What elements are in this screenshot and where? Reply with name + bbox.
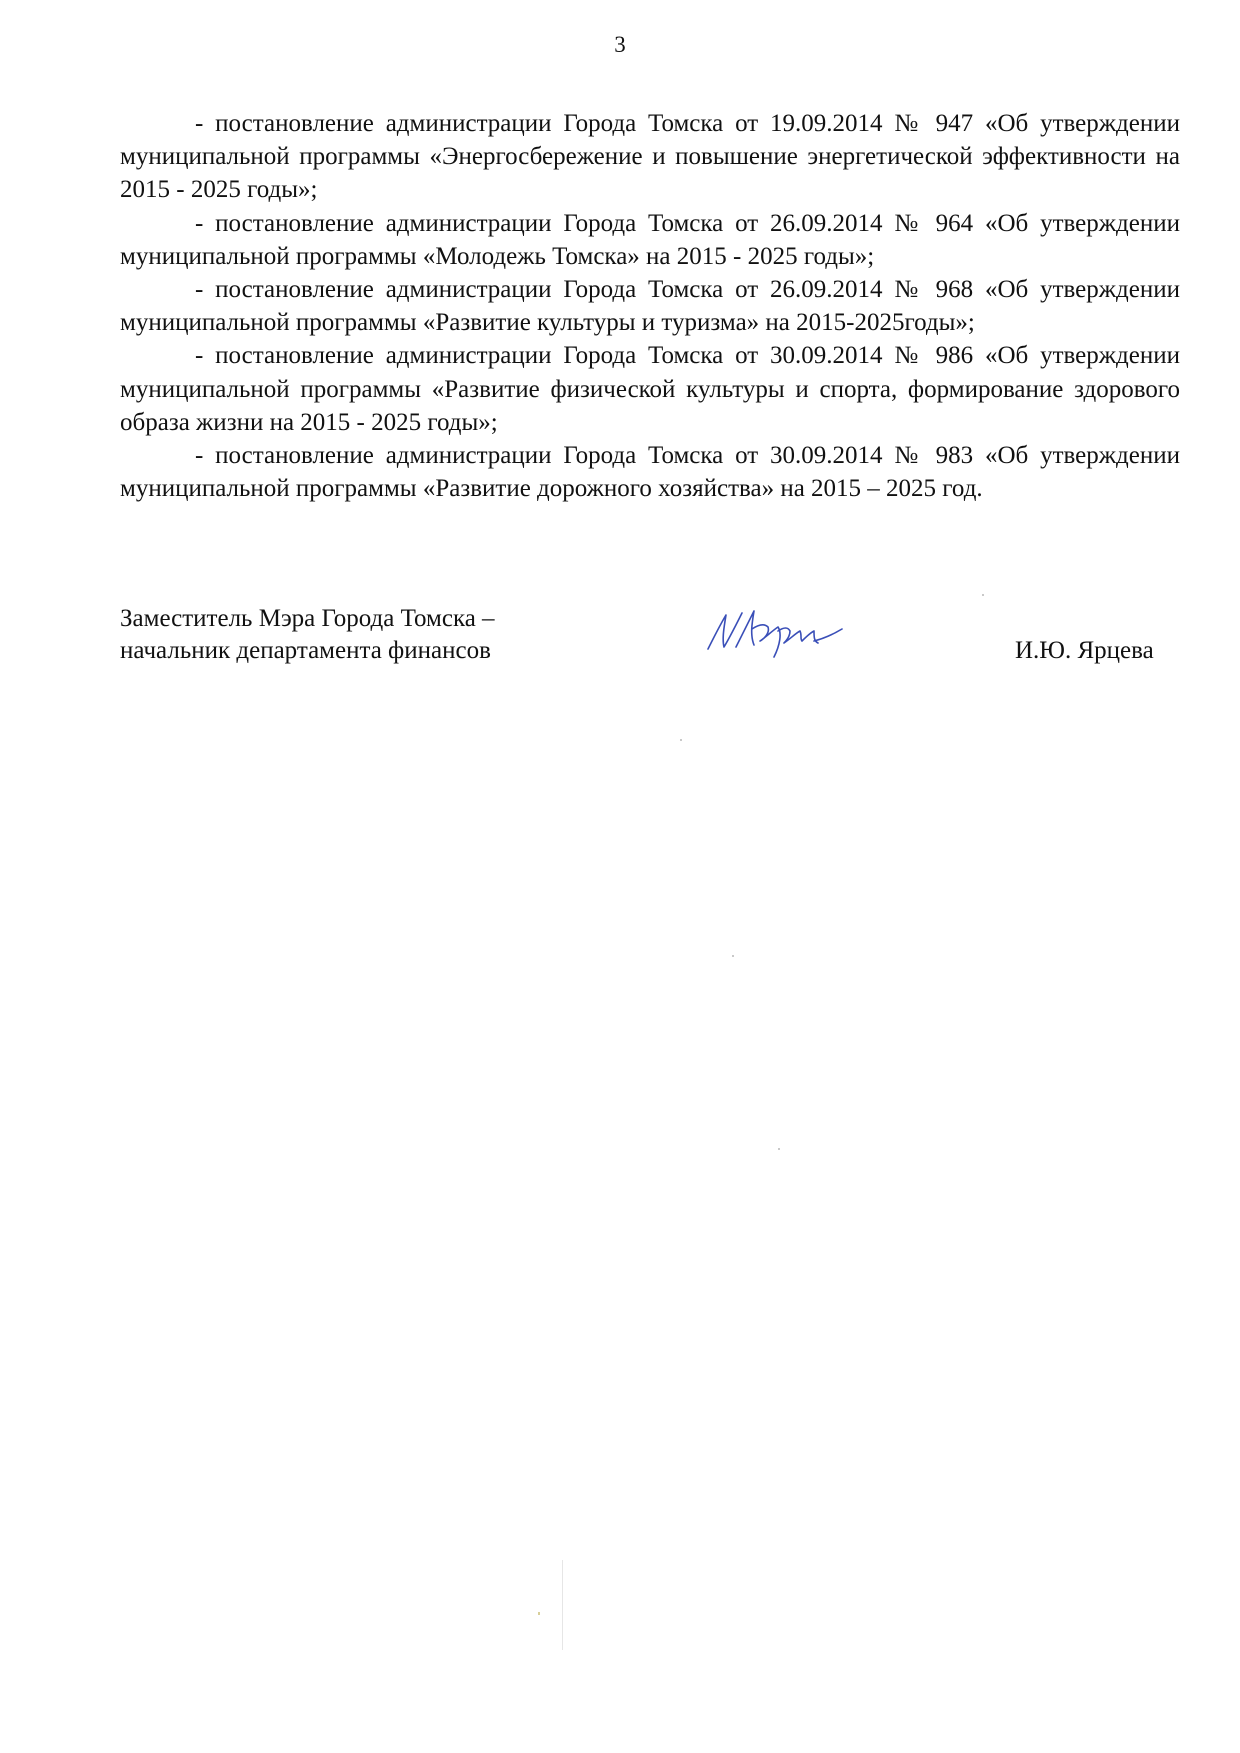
signature-block	[120, 603, 1180, 673]
scan-artifact	[680, 739, 682, 741]
signer-position-line-1: Заместитель Мэра Города Томска –	[120, 605, 495, 632]
scan-artifact	[982, 594, 984, 596]
scan-artifact	[778, 1148, 780, 1150]
signer-position-line-2: начальник департамента финансов	[120, 637, 491, 664]
scan-artifact	[538, 1612, 540, 1615]
list-item: - постановление администрации Города Томска от 26.09.2014 № 964 «Об утверждении муниципальной программы «Молодежь Томска» на 2015 - 2025 годы»;	[120, 209, 1180, 270]
list-item: - постановление администрации Города Томска от 30.09.2014 № 986 «Об утверждении муниципальной программы «Развитие физической культуры и спорта, формирование здорового образа жизни на 2015 - 2025 годы»;	[120, 342, 1180, 436]
handwritten-signature	[702, 597, 852, 667]
scan-artifact	[562, 1560, 563, 1650]
list-item: - постановление администрации Города Томска от 30.09.2014 № 983 «Об утверждении муниципальной программы «Развитие дорожного хозяйства» на 2015 – 2025 год.	[120, 442, 1180, 503]
signer-position	[120, 603, 495, 667]
signer-name: И.Ю. Ярцева	[1015, 637, 1154, 664]
list-item: - постановление администрации Города Томска от 19.09.2014 № 947 «Об утверждении муниципальной программы «Энергосбережение и повышение энергетической эффективности на 2015 - 2025 годы»;	[120, 110, 1180, 204]
page-number: 3	[614, 32, 626, 57]
document-body	[120, 107, 1180, 505]
scan-artifact	[732, 955, 734, 957]
list-item: - постановление администрации Города Томска от 26.09.2014 № 968 «Об утверждении муниципальной программы «Развитие культуры и туризма» на 2015-2025годы»;	[120, 276, 1180, 337]
